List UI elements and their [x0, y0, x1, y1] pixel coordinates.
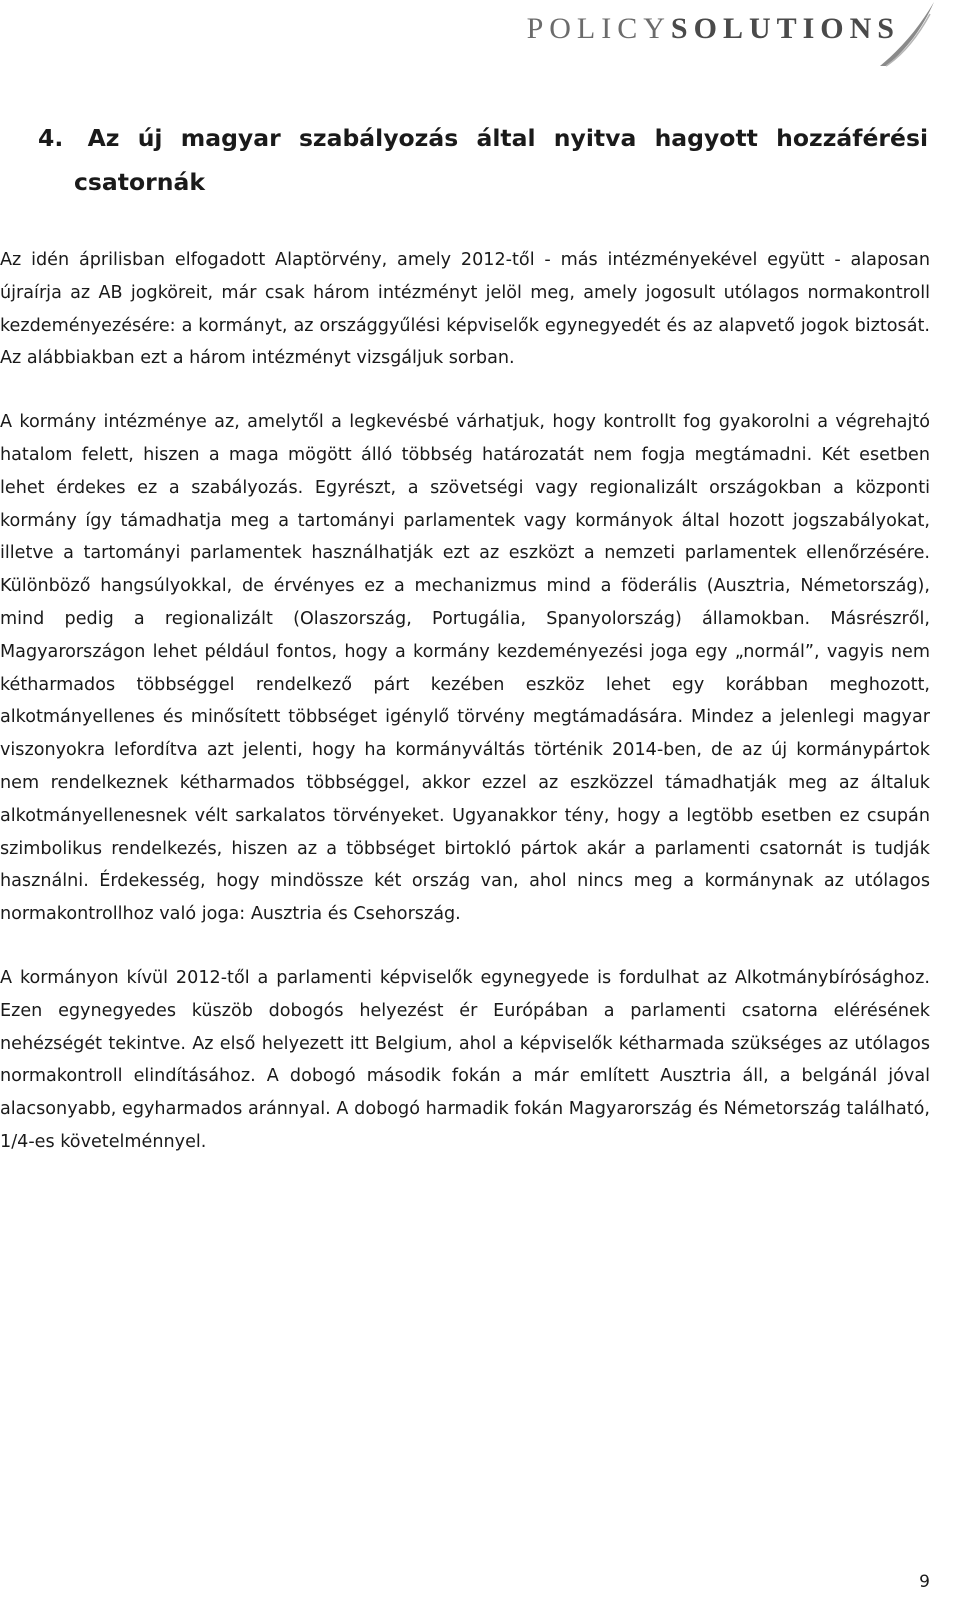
- logo-swoosh-icon: [872, 0, 942, 70]
- section-title-line2: csatornák: [74, 168, 205, 196]
- section-title-line1: Az új magyar szabályozás által nyitva hagyott hozzáférési: [87, 124, 928, 152]
- paragraph-government: A kormány intézménye az, amelytől a legkevésbé várhatjuk, hogy kontrollt fog gyakorolni a végrehajtó hatalom felett, hiszen a maga mögött álló többség határozatát nem fogja megtámadni. Két esetben lehet érdekes ez a szabályozás. Egyrészt, a szövetségi vagy regionalizált országokban a központi kormány így támadhatja meg a tartományi parlamentek vagy kormányok által hozott jogszabályokat, illetve a tartományi parlamentek használhatják ezt az eszközt a nemzeti parlamentek ellenőrzésére. Különböző hangsúlyokkal, de érvényes ez a mechanizmus mind a föderális (Ausztria, Németország), mind pedig a regionalizált (Olaszország, Portugália, Spanyolország) államokban. Másrészről, Magyarországon lehet például fontos, hogy a kormány kezdeményezési joga egy „normál”, vagyis nem kétharmados többséggel rendelkező párt kezében eszköz lehet egy korábban meghozott, alkotmányellenes és minősített többséget igénylő törvény megtámadására. Mindez a jelenlegi magyar viszonyokra lefordítva azt jelenti, hogy ha kormányváltás történik 2014-ben, de az új kormánypártok nem rendelkeznek kétharmados többséggel, akkor ezzel az eszközzel támadhatják meg az általuk alkotmányellenesnek vélt sarkalatos törvényeket. Ugyanakkor tény, hogy a legtöbb esetben ez csupán szimbolikus rendelkezés, hiszen az a többséget birtokló pártok akár a parlamenti csatornát is tudják használni. Érdekesség, hogy mindössze két ország van, ahol nincs meg a kormánynak az utólagos normakontrollhoz való joga: Ausztria és Csehország.: [0, 412, 930, 925]
- section-heading: [38, 116, 928, 204]
- paragraph-intro: Az idén áprilisban elfogadott Alaptörvény, amely 2012-től - más intézményekével együtt - alaposan újraírja az AB jogköreit, már csak három intézményt jelöl meg, amely jogosult utólagos normakontroll kezdeményezésére: a kormányt, az országgyűlési képviselők egynegyedét és az alapvető jogok biztosát. Az alábbiakban ezt a három intézményt vizsgáljuk sorban.: [0, 250, 930, 369]
- logo-wordmark: [527, 12, 900, 46]
- logo-text-policy: POLICY: [526, 12, 671, 45]
- logo-text-solutions: SOLUTIONS: [670, 12, 900, 45]
- body-text: [0, 244, 930, 1190]
- paragraph-parliament: A kormányon kívül 2012-től a parlamenti képviselők egynegyede is fordulhat az Alkotmánybírósághoz. Ezen egynegyedes küszöb dobogós helyezést ér Európában a parlamenti csatorna elérésének nehézségét tekintve. Az első helyezett itt Belgium, ahol a képviselők kétharmada szükséges az utólagos normakontroll elindításához. A dobogó második fokán a már említett Ausztria áll, a belgánál jóval alacsonyabb, egyharmados aránnyal. A dobogó harmadik fokán Magyarország és Németország található, 1/4-es követelménnyel.: [0, 967, 930, 1152]
- policy-solutions-logo: [526, 0, 960, 70]
- section-number: 4.: [38, 124, 64, 152]
- page-number: 9: [919, 1572, 930, 1592]
